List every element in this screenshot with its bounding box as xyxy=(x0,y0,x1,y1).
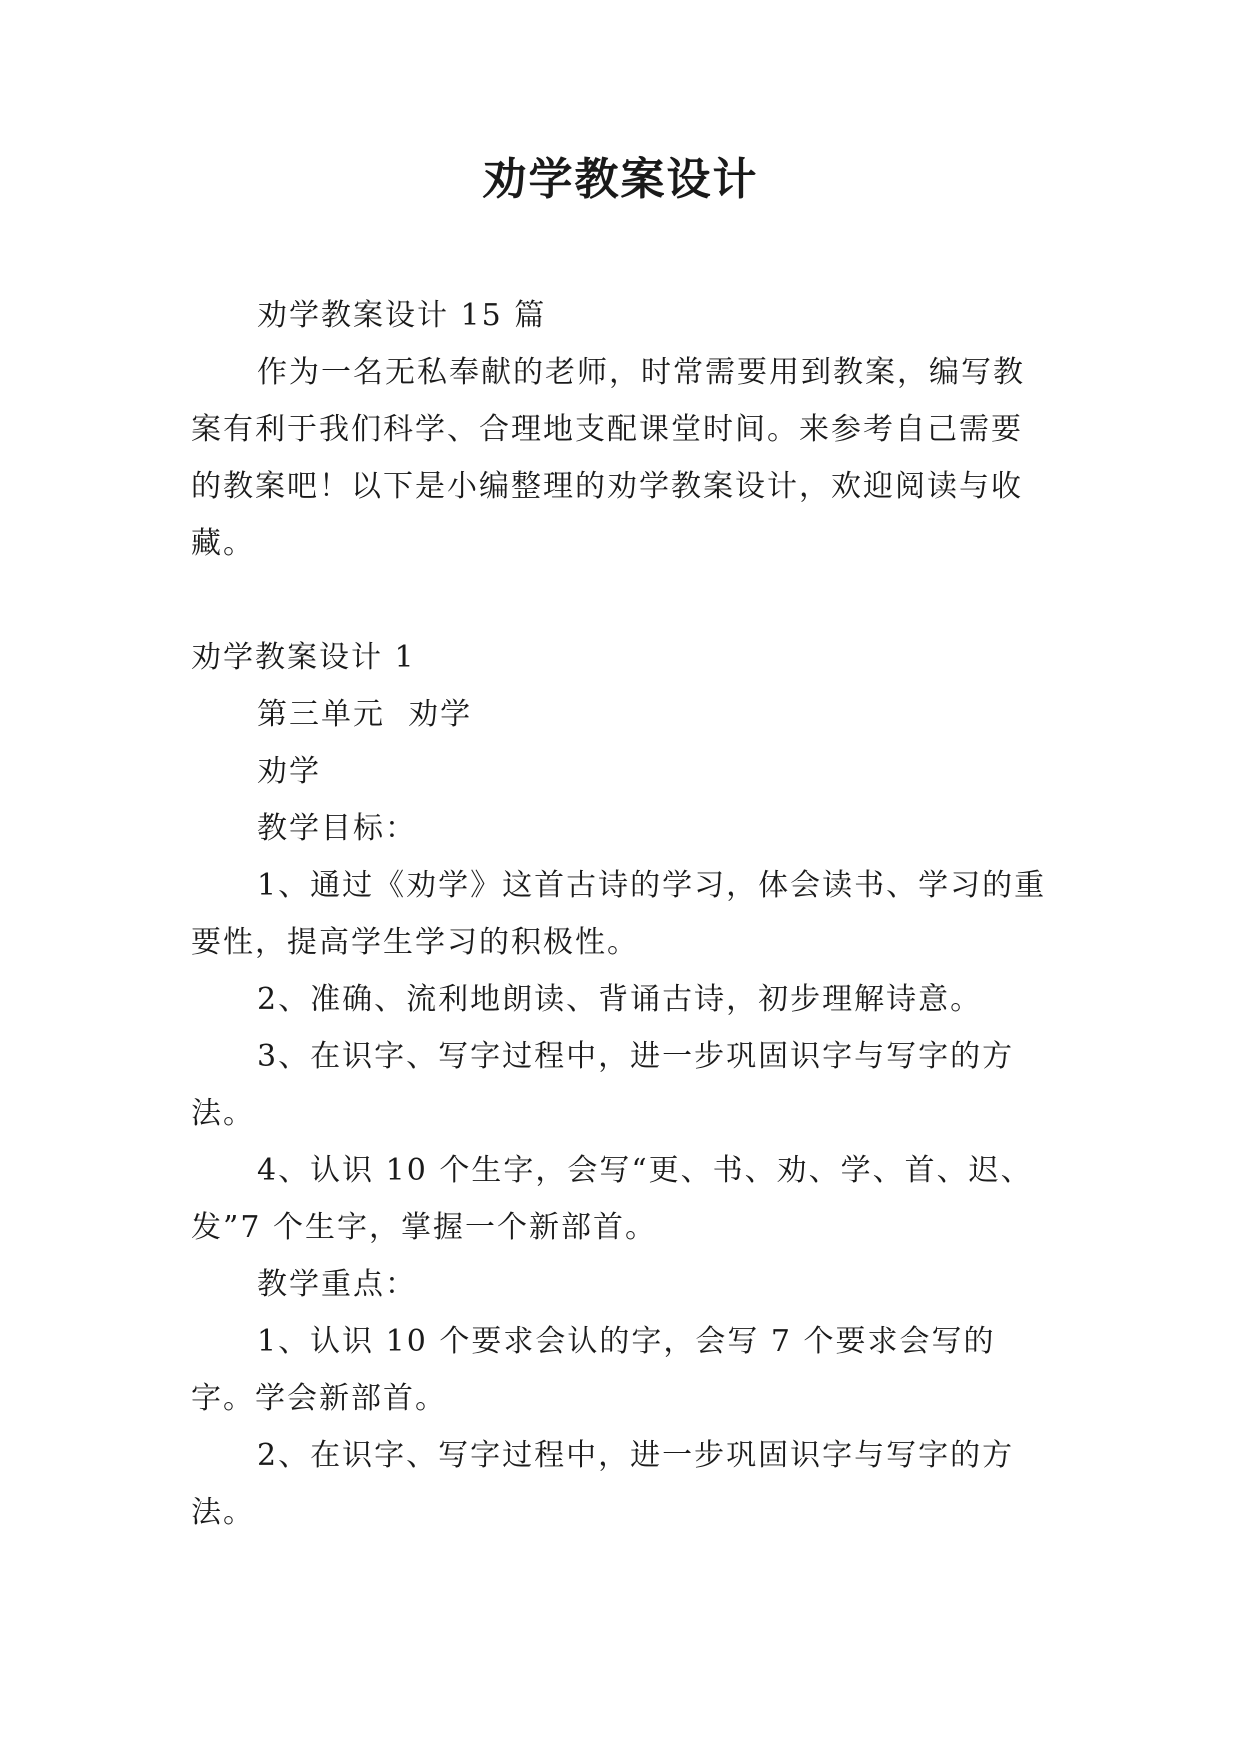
intro-paragraph: 作为一名无私奉献的老师，时常需要用到教案，编写教案有利于我们科学、合理地支配课堂时间。来参考自己需要的教案吧！以下是小编整理的劝学教案设计，欢迎阅读与收藏。 xyxy=(191,355,1025,561)
subtitle-paragraph: 劝学教案设计 15 篇 xyxy=(257,298,547,333)
lesson-title: 劝学 xyxy=(257,754,321,789)
objective-item: 3、在识字、写字过程中，进一步巩固识字与写字的方法。 xyxy=(191,1039,1015,1131)
section-heading: 劝学教案设计 1 xyxy=(191,640,416,675)
objectives-heading: 教学目标： xyxy=(257,811,417,846)
key-point-item: 1、认识 10 个要求会认的字，会写 7 个要求会写的字。学会新部首。 xyxy=(191,1324,996,1416)
objective-item: 2、准确、流利地朗读、背诵古诗，初步理解诗意。 xyxy=(257,982,983,1017)
unit-heading: 第三单元 劝学 xyxy=(257,697,473,732)
objective-item: 1、通过《劝学》这首古诗的学习，体会读书、学习的重要性，提高学生学习的积极性。 xyxy=(191,868,1047,960)
objective-item: 4、认识 10 个生字，会写“更、书、劝、学、首、迟、发”7 个生字，掌握一个新部首。 xyxy=(191,1153,1033,1245)
key-points-heading: 教学重点： xyxy=(257,1267,417,1302)
document-body xyxy=(191,287,1051,1541)
document-title: 劝学教案设计 xyxy=(482,154,759,205)
key-point-item: 2、在识字、写字过程中，进一步巩固识字与写字的方法。 xyxy=(191,1438,1015,1530)
